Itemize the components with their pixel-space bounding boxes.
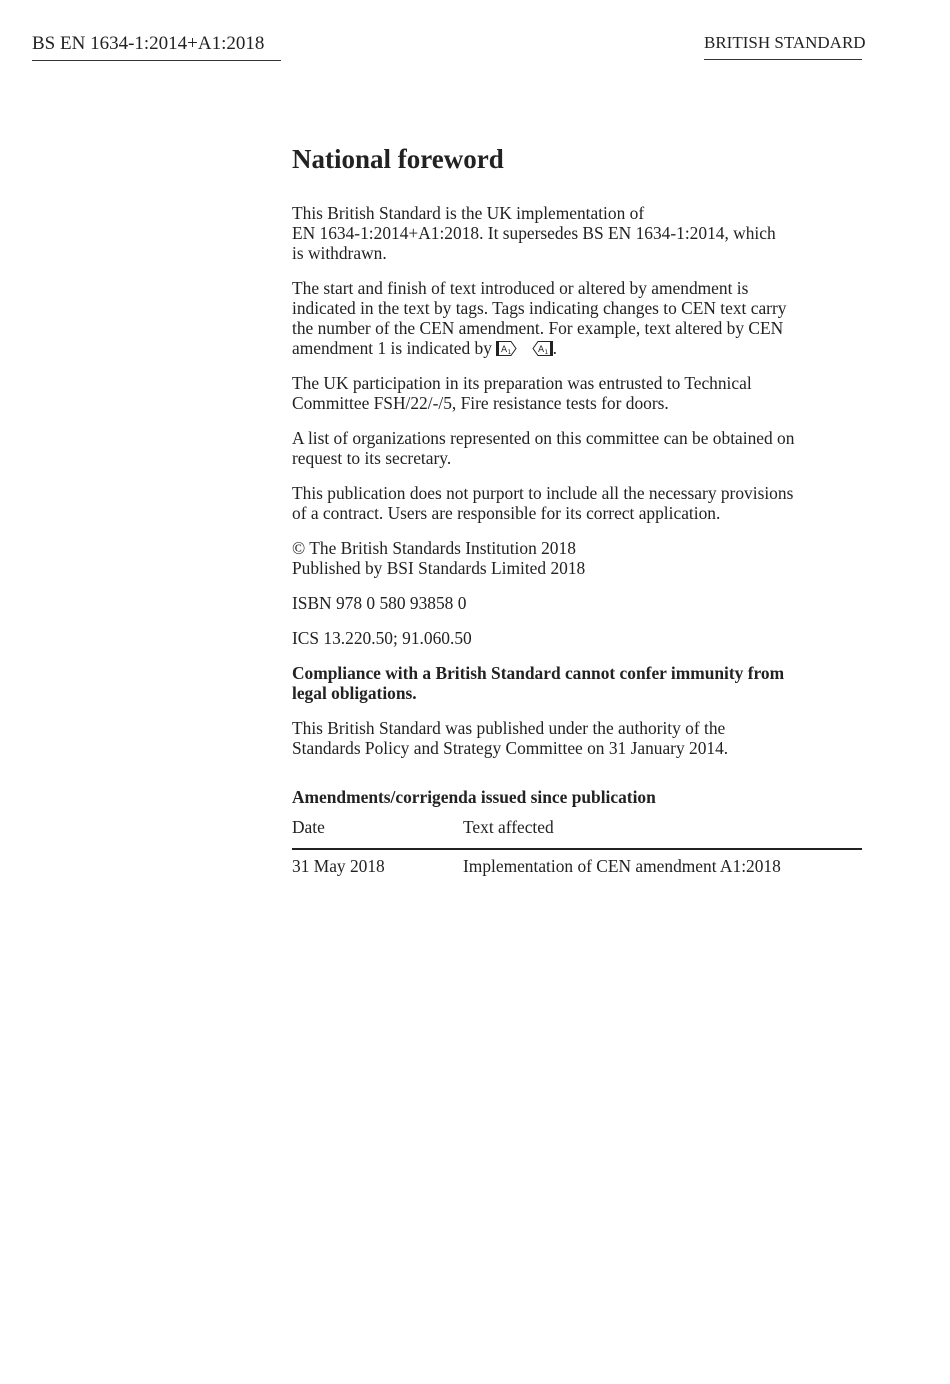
svg-text:A: A <box>501 345 508 355</box>
paragraph-contract: This publication does not purport to include all the necessary provisions of a contract. Users are responsible for its correct application. <box>292 483 794 523</box>
column-header-date: Date <box>292 817 325 837</box>
compliance-statement: Compliance with a British Standard cannot confer immunity from legal obligations. <box>292 663 785 703</box>
amendment-start-tag-icon <box>496 341 512 355</box>
header-document-id: BS EN 1634-1:2014+A1:2018 <box>32 31 281 61</box>
header-label: BRITISH STANDARD <box>704 31 862 60</box>
ics: ICS 13.220.50; 91.060.50 <box>292 628 472 648</box>
table-row <box>292 856 862 876</box>
amendments-title: Amendments/corrigenda issued since publication <box>292 787 656 807</box>
paragraph-copyright: © The British Standards Institution 2018 Published by BSI Standards Limited 2018 <box>292 538 586 578</box>
isbn: ISBN 978 0 580 93858 0 <box>292 593 467 613</box>
paragraph-committee: The UK participation in its preparation was entrusted to Technical Committee FSH/22/-/5, Fire resistance tests for doors. <box>292 373 752 413</box>
amendments-table-header <box>292 817 862 850</box>
amendment-end-tag-icon <box>531 341 547 355</box>
svg-text:A: A <box>537 345 544 355</box>
page-title: National foreword <box>292 144 504 174</box>
column-header-text-affected: Text affected <box>463 817 554 837</box>
svg-text:1: 1 <box>507 349 512 356</box>
paragraph-authority: This British Standard was published under the authority of the Standards Policy and Strategy Committee on 31 January 2014. <box>292 718 729 758</box>
paragraph-amendment-tags: The start and finish of text introduced or altered by amendment is indicated in the text by tags. Tags indicating changes to CEN text carry the number of the CEN amendment. For example, text altered by CEN amendment 1 is indicated by A 1 A 1 . <box>292 278 787 358</box>
paragraph-organizations: A list of organizations represented on this committee can be obtained on request to its secretary. <box>292 428 795 468</box>
amendment-date: 31 May 2018 <box>292 856 385 876</box>
national-foreword <box>292 142 862 876</box>
paragraph-implementation: This British Standard is the UK implementation of EN 1634-1:2014+A1:2018. It supersedes BS EN 1634-1:2014, which is withdrawn. <box>292 203 776 263</box>
amendment-text: Implementation of CEN amendment A1:2018 <box>463 856 781 876</box>
svg-text:1: 1 <box>544 349 548 356</box>
